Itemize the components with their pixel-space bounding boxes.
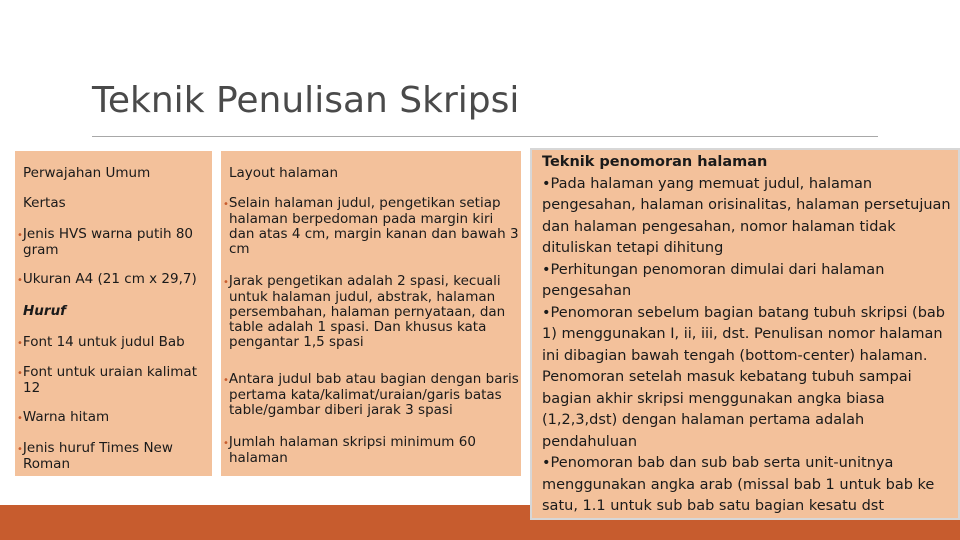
text-line: pengesahan, halaman orisinalitas, halaman persetujuan	[542, 197, 951, 213]
text-line: •Perhitungan penomoran dimulai dari halaman	[542, 261, 885, 278]
bullet-icon: •	[17, 368, 23, 379]
text-line: Penomoran setelah masuk kebatang tubuh sampai	[542, 369, 912, 385]
bullet-icon: •	[223, 199, 229, 210]
text-line: 1) menggunakan I, ii, iii, dst. Penulisan nomor halaman	[542, 326, 943, 342]
text-line: ini dibagian bawah tengah (bottom-center) halaman.	[542, 347, 928, 364]
bullet-icon: •	[223, 438, 229, 449]
panel-perwajahan-umum	[14, 150, 213, 477]
text-line: •Pada halaman yang memuat judul, halaman	[542, 175, 873, 192]
list-item: •Ukuran A4 (21 cm x 29,7)	[17, 271, 197, 287]
panel-teknik-penomoran	[530, 148, 960, 520]
title-divider	[92, 136, 878, 137]
list-item: •Antara judul bab atau bagian dengan baris pertama kata/kalimat/uraian/garis batas table/gambar diberi jarak 3 spasi	[223, 371, 519, 418]
list-item: •Selain halaman judul, pengetikan setiap halaman berpedoman pada margin kiri dan atas 4 cm, margin kanan dan bawah 3 cm	[223, 195, 519, 257]
text-line: pengesahan	[542, 283, 632, 299]
text-line: dan halaman pengesahan, nomor halaman tidak	[542, 218, 896, 235]
huruf-label: Huruf	[23, 303, 67, 319]
text-line: satu, 1.1 untuk sub bab satu bagian kesatu dst	[542, 498, 885, 514]
list-item: •Jarak pengetikan adalah 2 spasi, kecuali untuk halaman judul, abstrak, halaman persembahan, halaman pernyataan, dan table adalah 1 spasi. Dan khusus kata pengantar 1,5 spasi	[223, 273, 506, 350]
slide-title: Teknik Penulisan Skripsi	[92, 80, 520, 121]
text-line: •Penomoran sebelum bagian batang tubuh skripsi (bab	[542, 304, 945, 321]
panel-layout-halaman	[220, 150, 522, 477]
bullet-icon: •	[223, 277, 229, 288]
panel-heading: Teknik penomoran halaman	[542, 154, 768, 170]
panel-heading: Perwajahan Umum	[23, 165, 151, 181]
list-item: •Font untuk uraian kalimat 12	[17, 364, 197, 396]
panel-heading: Layout halaman	[229, 165, 339, 181]
list-item: •Jumlah halaman skripsi minimum 60 halaman	[223, 434, 476, 466]
text-line: bagian akhir skripsi menggunakan angka biasa	[542, 390, 885, 407]
text-line: menggunakan angka arab (missal bab 1 untuk bab ke	[542, 476, 935, 493]
kertas-label: Kertas	[23, 195, 66, 211]
list-item: •Jenis huruf Times New Roman	[17, 440, 173, 472]
bullet-icon: •	[17, 413, 23, 424]
text-line: dituliskan tetapi dihitung	[542, 240, 724, 256]
bullet-icon: •	[223, 375, 229, 386]
bullet-icon: •	[17, 444, 23, 455]
list-item: •Font 14 untuk judul Bab	[17, 334, 185, 350]
penomoran-text-block	[542, 152, 954, 518]
list-item: •Warna hitam	[17, 409, 110, 425]
text-line: •Penomoran bab dan sub bab serta unit-unitnya	[542, 455, 894, 471]
text-line: pendahuluan	[542, 433, 638, 450]
bullet-icon: •	[17, 230, 23, 241]
bullet-icon: •	[17, 338, 23, 349]
list-item: •Jenis HVS warna putih 80 gram	[17, 226, 194, 258]
bullet-icon: •	[17, 275, 23, 286]
text-line: (1,2,3,dst) dengan halaman pertama adalah	[542, 412, 865, 428]
